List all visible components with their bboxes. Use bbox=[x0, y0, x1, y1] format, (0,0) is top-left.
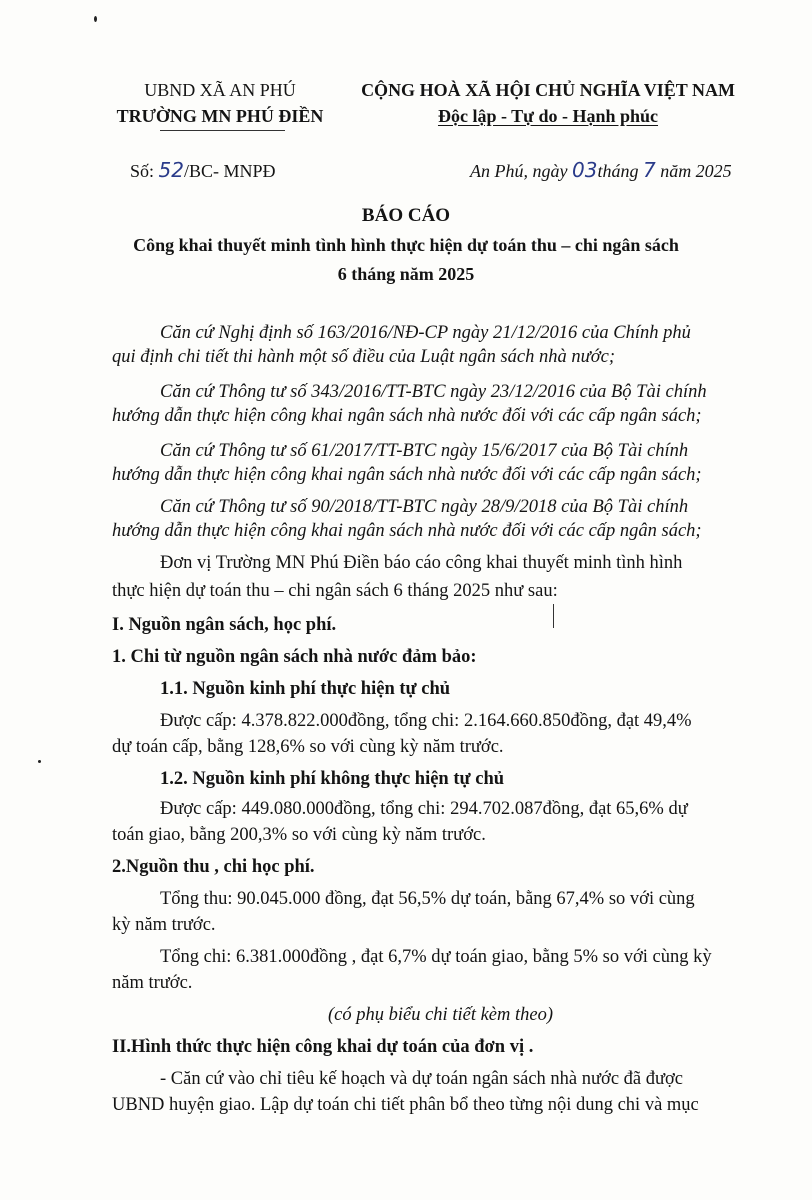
legal-basis-line: Căn cứ Thông tư số 90/2018/TT-BTC ngày 28/9/2018 của Bộ Tài chính bbox=[160, 497, 689, 517]
national-title: CỘNG HOÀ XÃ HỘI CHỦ NGHĨA VIỆT NAM bbox=[361, 80, 735, 100]
section-1-heading: I. Nguồn ngân sách, học phí. bbox=[112, 615, 337, 635]
subsection-1-2-text: Được cấp: 449.080.000đồng, tổng chi: 294.702.087đồng, đạt 65,6% dự bbox=[160, 799, 688, 819]
legal-basis-line: Căn cứ Thông tư số 61/2017/TT-BTC ngày 15/6/2017 của Bộ Tài chính bbox=[160, 441, 689, 461]
subsection-2-heading: 2.Nguồn thu , chi học phí. bbox=[112, 857, 315, 877]
legal-basis-line: hướng dẫn thực hiện công khai ngân sách nhà nước đối với các cấp ngân sách; bbox=[112, 406, 702, 426]
tuition-expense-text: năm trước. bbox=[112, 973, 193, 993]
subsection-1-2-heading: 1.2. Nguồn kinh phí không thực hiện tự chủ bbox=[160, 769, 505, 789]
handwritten-month: 7 bbox=[642, 158, 656, 182]
section-2-text: UBND huyện giao. Lập dự toán chi tiết phân bổ theo từng nội dung chi và mục bbox=[112, 1095, 699, 1115]
tuition-expense-text: Tổng chi: 6.381.000đồng , đạt 6,7% dự toán giao, bằng 5% so với cùng kỳ bbox=[160, 947, 712, 967]
legal-basis-line: hướng dẫn thực hiện công khai ngân sách nhà nước đối với các cấp ngân sách; bbox=[112, 465, 702, 485]
pen-mark bbox=[553, 604, 554, 628]
subsection-1-1-text: dự toán cấp, bằng 128,6% so với cùng kỳ năm trước. bbox=[112, 737, 504, 757]
document-date: An Phú, ngày 03tháng 7 năm 2025 bbox=[470, 158, 732, 182]
subsection-1-1-heading: 1.1. Nguồn kinh phí thực hiện tự chủ bbox=[160, 679, 451, 699]
org-name: UBND XÃ AN PHÚ bbox=[144, 80, 296, 100]
subsection-1-2-text: toán giao, bằng 200,3% so với cùng kỳ năm trước. bbox=[112, 825, 486, 845]
intro-line: Đơn vị Trường MN Phú Điền báo cáo công khai thuyết minh tình hình bbox=[160, 553, 683, 573]
legal-basis-line: Căn cứ Thông tư số 343/2016/TT-BTC ngày 23/12/2016 của Bộ Tài chính bbox=[160, 382, 707, 402]
legal-basis-line: qui định chi tiết thi hành một số điều của Luật ngân sách nhà nước; bbox=[112, 347, 615, 367]
school-name-underline bbox=[160, 130, 285, 131]
tuition-income-text: Tổng thu: 90.045.000 đồng, đạt 56,5% dự toán, bằng 67,4% so với cùng bbox=[160, 889, 695, 909]
scan-speck bbox=[94, 16, 97, 22]
section-2-text: - Căn cứ vào chỉ tiêu kế hoạch và dự toán ngân sách nhà nước đã được bbox=[160, 1069, 684, 1089]
scan-speck bbox=[38, 760, 41, 763]
school-name: TRƯỜNG MN PHÚ ĐIỀN bbox=[116, 106, 324, 126]
legal-basis-line: hướng dẫn thực hiện công khai ngân sách nhà nước đối với các cấp ngân sách; bbox=[112, 521, 702, 541]
subsection-1-heading: 1. Chi từ nguồn ngân sách nhà nước đảm bảo: bbox=[112, 647, 477, 667]
tuition-income-text: kỳ năm trước. bbox=[112, 915, 216, 935]
national-motto: Độc lập - Tự do - Hạnh phúc bbox=[437, 106, 659, 126]
document-number: Số: 52/BC- MNPĐ bbox=[130, 158, 276, 182]
section-2-heading: II.Hình thức thực hiện công khai dự toán của đơn vị . bbox=[112, 1037, 534, 1057]
legal-basis-line: Căn cứ Nghị định số 163/2016/NĐ-CP ngày 21/12/2016 của Chính phủ bbox=[160, 323, 691, 343]
attachment-note: (có phụ biểu chi tiết kèm theo) bbox=[328, 1005, 553, 1025]
handwritten-day: 03 bbox=[571, 158, 598, 182]
handwritten-number: 52 bbox=[158, 158, 184, 182]
report-subtitle-line2: 6 tháng năm 2025 bbox=[337, 264, 475, 284]
intro-line: thực hiện dự toán thu – chi ngân sách 6 tháng 2025 như sau: bbox=[112, 581, 558, 601]
report-title: BÁO CÁO bbox=[361, 205, 451, 226]
report-subtitle-line1: Công khai thuyết minh tình hình thực hiện dự toán thu – chi ngân sách bbox=[133, 235, 679, 255]
subsection-1-1-text: Được cấp: 4.378.822.000đồng, tổng chi: 2.164.660.850đồng, đạt 49,4% bbox=[160, 711, 692, 731]
